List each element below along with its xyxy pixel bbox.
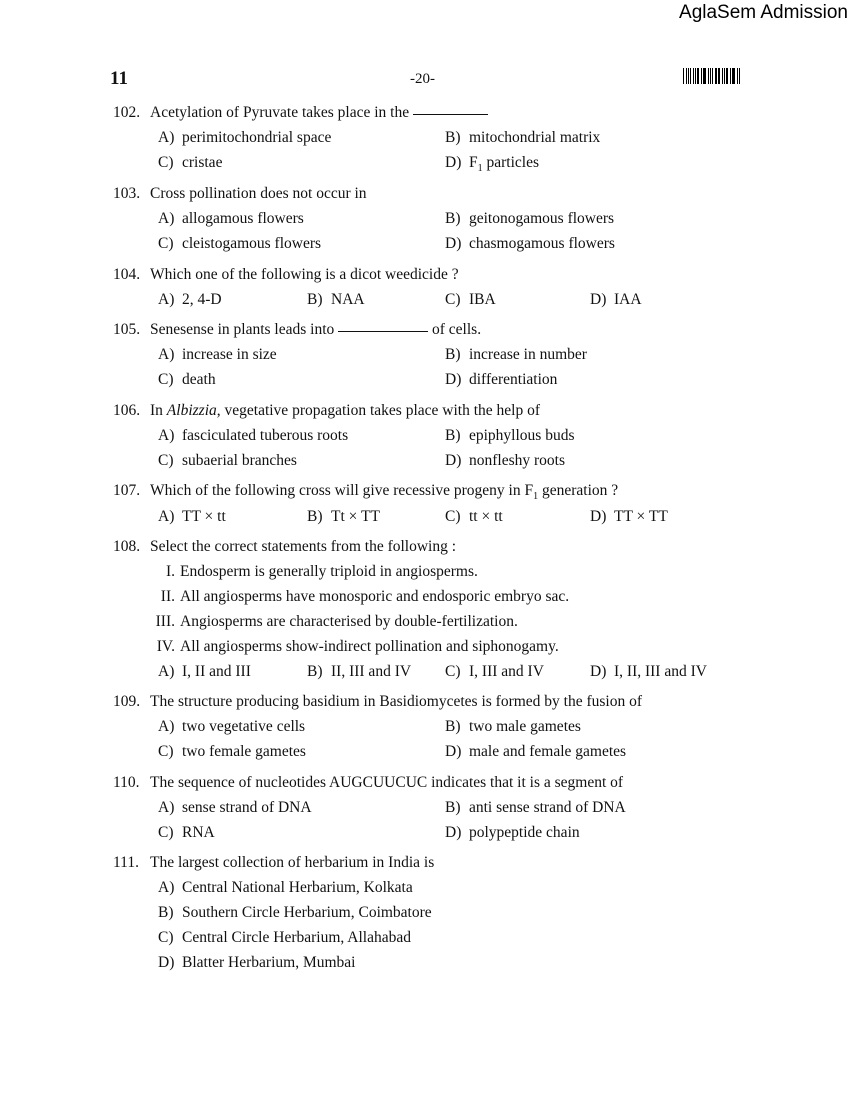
option-b xyxy=(445,129,600,147)
option-letter: D) xyxy=(445,154,462,171)
option-text: fasciculated tuberous roots xyxy=(182,427,349,444)
option-letter: C) xyxy=(158,929,174,946)
question-text-after: generation ? xyxy=(538,482,619,499)
option-b xyxy=(307,508,380,526)
option-b xyxy=(445,799,626,817)
option-letter: B) xyxy=(445,427,461,444)
question-number: 102. xyxy=(113,104,141,121)
option-c xyxy=(158,824,215,842)
option-letter: B) xyxy=(445,718,461,735)
page-number: -20- xyxy=(410,71,435,87)
option-letter: C) xyxy=(158,743,174,760)
statement-i xyxy=(155,563,478,581)
option-text: subaerial branches xyxy=(182,452,297,469)
option-text: chasmogamous flowers xyxy=(469,235,615,252)
option-a xyxy=(158,129,331,147)
statement-text: All angiosperms have monosporic and endosporic embryo sac. xyxy=(180,588,570,605)
question-text-after: of cells. xyxy=(432,321,482,338)
option-b xyxy=(445,718,581,736)
question-number: 109. xyxy=(113,693,141,710)
set-code: 11 xyxy=(110,68,128,89)
option-d xyxy=(445,824,580,842)
option-text: 2, 4-D xyxy=(182,291,222,308)
question-number: 108. xyxy=(113,538,141,555)
option-b xyxy=(445,427,575,445)
option-text: two vegetative cells xyxy=(182,718,306,735)
barcode-bar xyxy=(730,68,731,84)
barcode-bar xyxy=(722,68,723,84)
barcode-bar xyxy=(683,68,684,84)
option-text-after: particles xyxy=(482,154,540,171)
option-text: tt × tt xyxy=(469,508,503,525)
option-text: Central National Herbarium, Kolkata xyxy=(182,879,413,896)
option-b xyxy=(307,663,411,681)
watermark: AglaSem Admission xyxy=(679,2,848,23)
option-a xyxy=(158,291,222,309)
option-c xyxy=(158,929,411,947)
barcode xyxy=(683,68,741,84)
question-text: The sequence of nucleotides AUGCUUCUC indicates that it is a segment of xyxy=(150,774,624,791)
option-text: cristae xyxy=(182,154,223,171)
option-letter: C) xyxy=(158,452,174,469)
option-a xyxy=(158,210,304,228)
option-text: F xyxy=(469,154,478,171)
question-stem xyxy=(113,482,618,502)
option-a xyxy=(158,427,348,445)
option-a xyxy=(158,663,251,681)
option-a xyxy=(158,799,312,817)
question-text: Acetylation of Pyruvate takes place in the xyxy=(150,104,410,121)
option-text: cleistogamous flowers xyxy=(182,235,322,252)
option-text: Tt × TT xyxy=(331,508,380,525)
option-c xyxy=(158,154,222,172)
option-text: perimitochondrial space xyxy=(182,129,332,146)
option-a xyxy=(158,508,226,526)
option-d xyxy=(590,291,642,309)
option-text: RNA xyxy=(182,824,215,841)
option-letter: B) xyxy=(445,129,461,146)
answer-blank xyxy=(413,113,488,115)
genus-name: Albizzia xyxy=(166,402,217,419)
question-stem xyxy=(113,538,456,556)
option-text: nonfleshy roots xyxy=(469,452,566,469)
barcode-bar xyxy=(739,68,740,84)
option-letter: D) xyxy=(445,452,462,469)
option-d xyxy=(445,743,626,761)
statement-ii xyxy=(155,588,569,606)
option-d xyxy=(590,508,668,526)
statement-text: Endosperm is generally triploid in angiosperms. xyxy=(180,563,478,580)
option-text: NAA xyxy=(331,291,365,308)
option-b xyxy=(307,291,365,309)
question-stem xyxy=(113,854,434,872)
answer-blank xyxy=(338,330,428,332)
option-letter: B) xyxy=(307,663,323,680)
option-text: two female gametes xyxy=(182,743,306,760)
option-text: Central Circle Herbarium, Allahabad xyxy=(182,929,411,946)
question-stem xyxy=(113,185,367,203)
option-letter: A) xyxy=(158,210,175,227)
statement-iv xyxy=(155,638,559,656)
question-number: 103. xyxy=(113,185,141,202)
option-letter: C) xyxy=(445,663,461,680)
barcode-bar xyxy=(732,68,733,84)
option-d xyxy=(590,663,707,681)
barcode-bar xyxy=(697,68,699,84)
option-letter: A) xyxy=(158,346,175,363)
option-c xyxy=(445,291,496,309)
option-letter: C) xyxy=(445,291,461,308)
option-c xyxy=(158,743,306,761)
option-text: TT × tt xyxy=(182,508,226,525)
barcode-bar xyxy=(701,68,702,84)
question-number: 106. xyxy=(113,402,141,419)
option-letter: A) xyxy=(158,663,175,680)
roman-numeral: II. xyxy=(160,588,175,605)
barcode-bar xyxy=(719,68,720,84)
option-letter: D) xyxy=(445,743,462,760)
barcode-bar xyxy=(718,68,719,84)
option-letter: D) xyxy=(158,954,175,971)
subscript: 1 xyxy=(477,163,483,175)
option-letter: B) xyxy=(445,210,461,227)
option-letter: A) xyxy=(158,799,175,816)
option-text: increase in number xyxy=(469,346,587,363)
option-text: Southern Circle Herbarium, Coimbatore xyxy=(182,904,432,921)
option-letter: B) xyxy=(307,508,323,525)
option-b xyxy=(445,346,587,364)
option-d xyxy=(445,154,539,174)
option-letter: C) xyxy=(158,235,174,252)
question-text: In xyxy=(150,402,163,419)
option-text: male and female gametes xyxy=(469,743,627,760)
option-letter: A) xyxy=(158,291,175,308)
option-c xyxy=(445,508,503,526)
barcode-bar xyxy=(726,68,728,84)
question-text: The largest collection of herbarium in India is xyxy=(150,854,435,871)
option-letter: A) xyxy=(158,129,175,146)
option-a xyxy=(158,346,277,364)
option-text: I, II, III and IV xyxy=(614,663,707,680)
option-letter: D) xyxy=(590,291,607,308)
option-d xyxy=(445,235,615,253)
option-text: Blatter Herbarium, Mumbai xyxy=(182,954,356,971)
option-d xyxy=(158,954,355,972)
option-d xyxy=(445,371,557,389)
option-letter: C) xyxy=(158,371,174,388)
option-text: polypeptide chain xyxy=(469,824,580,841)
option-letter: B) xyxy=(158,904,174,921)
statement-text: All angiosperms show-indirect pollination and siphonogamy. xyxy=(180,638,559,655)
option-b xyxy=(445,210,614,228)
barcode-bar xyxy=(704,68,706,84)
option-c xyxy=(445,663,544,681)
option-text: geitonogamous flowers xyxy=(469,210,615,227)
question-stem xyxy=(113,104,488,122)
statement-text: Angiosperms are characterised by double-fertilization. xyxy=(180,613,518,630)
option-text: IBA xyxy=(469,291,496,308)
option-text: epiphyllous buds xyxy=(469,427,575,444)
barcode-bar xyxy=(724,68,725,84)
question-stem xyxy=(113,774,623,792)
option-c xyxy=(158,371,216,389)
option-letter: A) xyxy=(158,508,175,525)
option-text: II, III and IV xyxy=(331,663,412,680)
question-text: Senesense in plants leads into xyxy=(150,321,335,338)
question-number: 111. xyxy=(113,854,139,871)
question-number: 110. xyxy=(113,774,140,791)
barcode-bar xyxy=(710,68,711,84)
question-text: Which one of the following is a dicot weedicide ? xyxy=(150,266,459,283)
question-number: 104. xyxy=(113,266,141,283)
question-text-after: , vegetative propagation takes place with the help of xyxy=(216,402,540,419)
option-letter: D) xyxy=(445,235,462,252)
option-text: I, III and IV xyxy=(469,663,544,680)
option-letter: D) xyxy=(445,371,462,388)
statement-iii xyxy=(155,613,518,631)
option-a xyxy=(158,879,413,897)
question-stem xyxy=(113,693,642,711)
barcode-bar xyxy=(690,68,691,84)
question-text: Select the correct statements from the following : xyxy=(150,538,457,555)
option-c xyxy=(158,235,321,253)
barcode-bar xyxy=(693,68,694,84)
option-text: death xyxy=(182,371,216,388)
option-letter: B) xyxy=(445,799,461,816)
option-letter: A) xyxy=(158,718,175,735)
option-letter: C) xyxy=(445,508,461,525)
barcode-bar xyxy=(737,68,738,84)
option-text: mitochondrial matrix xyxy=(469,129,601,146)
option-letter: A) xyxy=(158,427,175,444)
option-a xyxy=(158,718,305,736)
roman-numeral: I. xyxy=(165,563,175,580)
option-text: anti sense strand of DNA xyxy=(469,799,626,816)
option-text: allogamous flowers xyxy=(182,210,304,227)
option-letter: C) xyxy=(158,154,174,171)
option-letter: B) xyxy=(307,291,323,308)
option-text: differentiation xyxy=(469,371,558,388)
option-text: increase in size xyxy=(182,346,277,363)
option-c xyxy=(158,452,297,470)
question-number: 105. xyxy=(113,321,141,338)
option-letter: A) xyxy=(158,879,175,896)
barcode-bar xyxy=(688,68,690,84)
barcode-bar xyxy=(712,68,713,84)
question-stem xyxy=(113,266,459,284)
question-text: Cross pollination does not occur in xyxy=(150,185,367,202)
barcode-bar xyxy=(703,68,704,84)
barcode-bar xyxy=(695,68,696,84)
option-letter: C) xyxy=(158,824,174,841)
option-d xyxy=(445,452,565,470)
roman-numeral: III. xyxy=(155,613,175,630)
barcode-bar xyxy=(686,68,687,84)
question-stem xyxy=(113,402,540,420)
option-text: IAA xyxy=(614,291,642,308)
option-letter: D) xyxy=(590,663,607,680)
page-header xyxy=(0,68,850,92)
option-letter: B) xyxy=(445,346,461,363)
question-stem xyxy=(113,321,481,339)
roman-numeral: IV. xyxy=(156,638,175,655)
barcode-bar xyxy=(715,68,717,84)
question-text: Which of the following cross will give recessive progeny in F xyxy=(150,482,534,499)
option-text: TT × TT xyxy=(614,508,668,525)
option-text: sense strand of DNA xyxy=(182,799,312,816)
option-letter: D) xyxy=(590,508,607,525)
subscript: 1 xyxy=(533,491,539,503)
question-text: The structure producing basidium in Basidiomycetes is formed by the fusion of xyxy=(150,693,643,710)
option-b xyxy=(158,904,432,922)
option-letter: D) xyxy=(445,824,462,841)
option-text: I, II and III xyxy=(182,663,251,680)
question-number: 107. xyxy=(113,482,141,499)
option-text: two male gametes xyxy=(469,718,581,735)
barcode-bar xyxy=(733,68,735,84)
barcode-bar xyxy=(708,68,709,84)
